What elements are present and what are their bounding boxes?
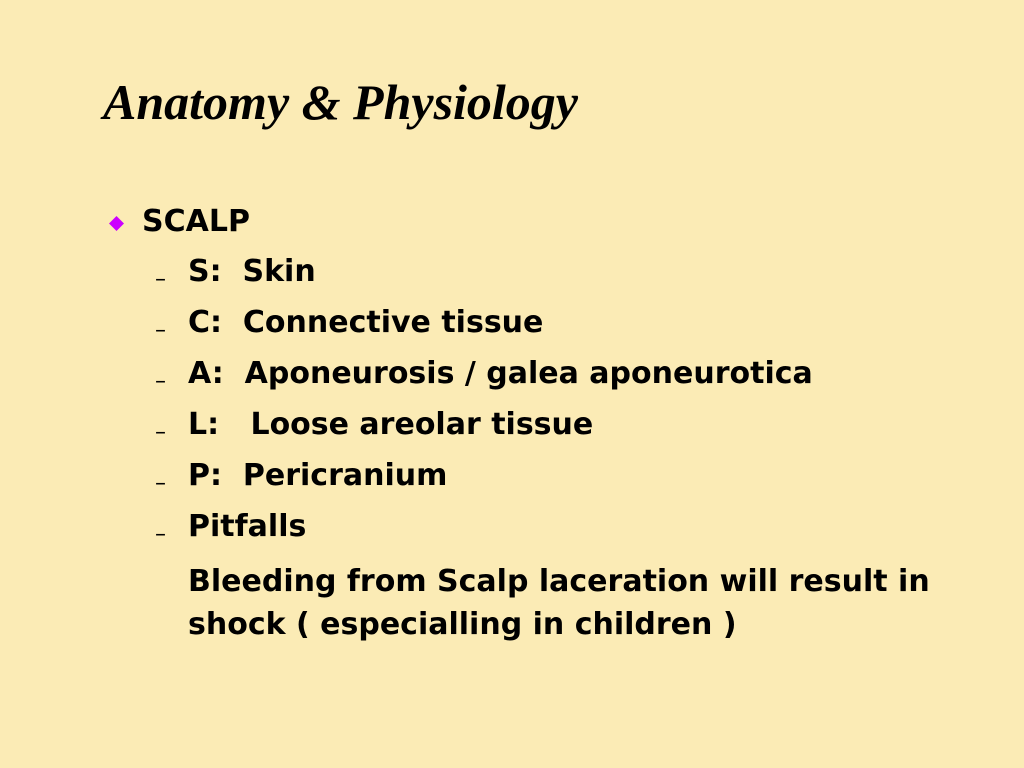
dash-bullet-icon: –: [155, 471, 166, 496]
note-line: shock ( especialling in children ): [188, 607, 737, 642]
pitfall-note: [188, 560, 988, 646]
list-item-text: Pitfalls: [188, 509, 307, 544]
slide-title: Anatomy & Physiology: [103, 74, 578, 130]
note-line: Bleeding from Scalp laceration will result in: [188, 564, 930, 599]
dash-bullet-icon: –: [155, 369, 166, 394]
dash-bullet-icon: –: [155, 318, 166, 343]
dash-bullet-icon: –: [155, 267, 166, 292]
dash-bullet-icon: –: [155, 522, 166, 547]
dash-bullet-icon: –: [155, 420, 166, 445]
list-item-text: C: Connective tissue: [188, 305, 544, 340]
list-item-text: A: Aponeurosis / galea aponeurotica: [188, 356, 813, 391]
diamond-bullet-icon: [109, 216, 124, 231]
list-item-text: L: Loose areolar tissue: [188, 407, 594, 442]
list-item-text: P: Pericranium: [188, 458, 448, 493]
list-item-text: S: Skin: [188, 254, 316, 289]
bullet-scalp: SCALP: [142, 204, 250, 239]
